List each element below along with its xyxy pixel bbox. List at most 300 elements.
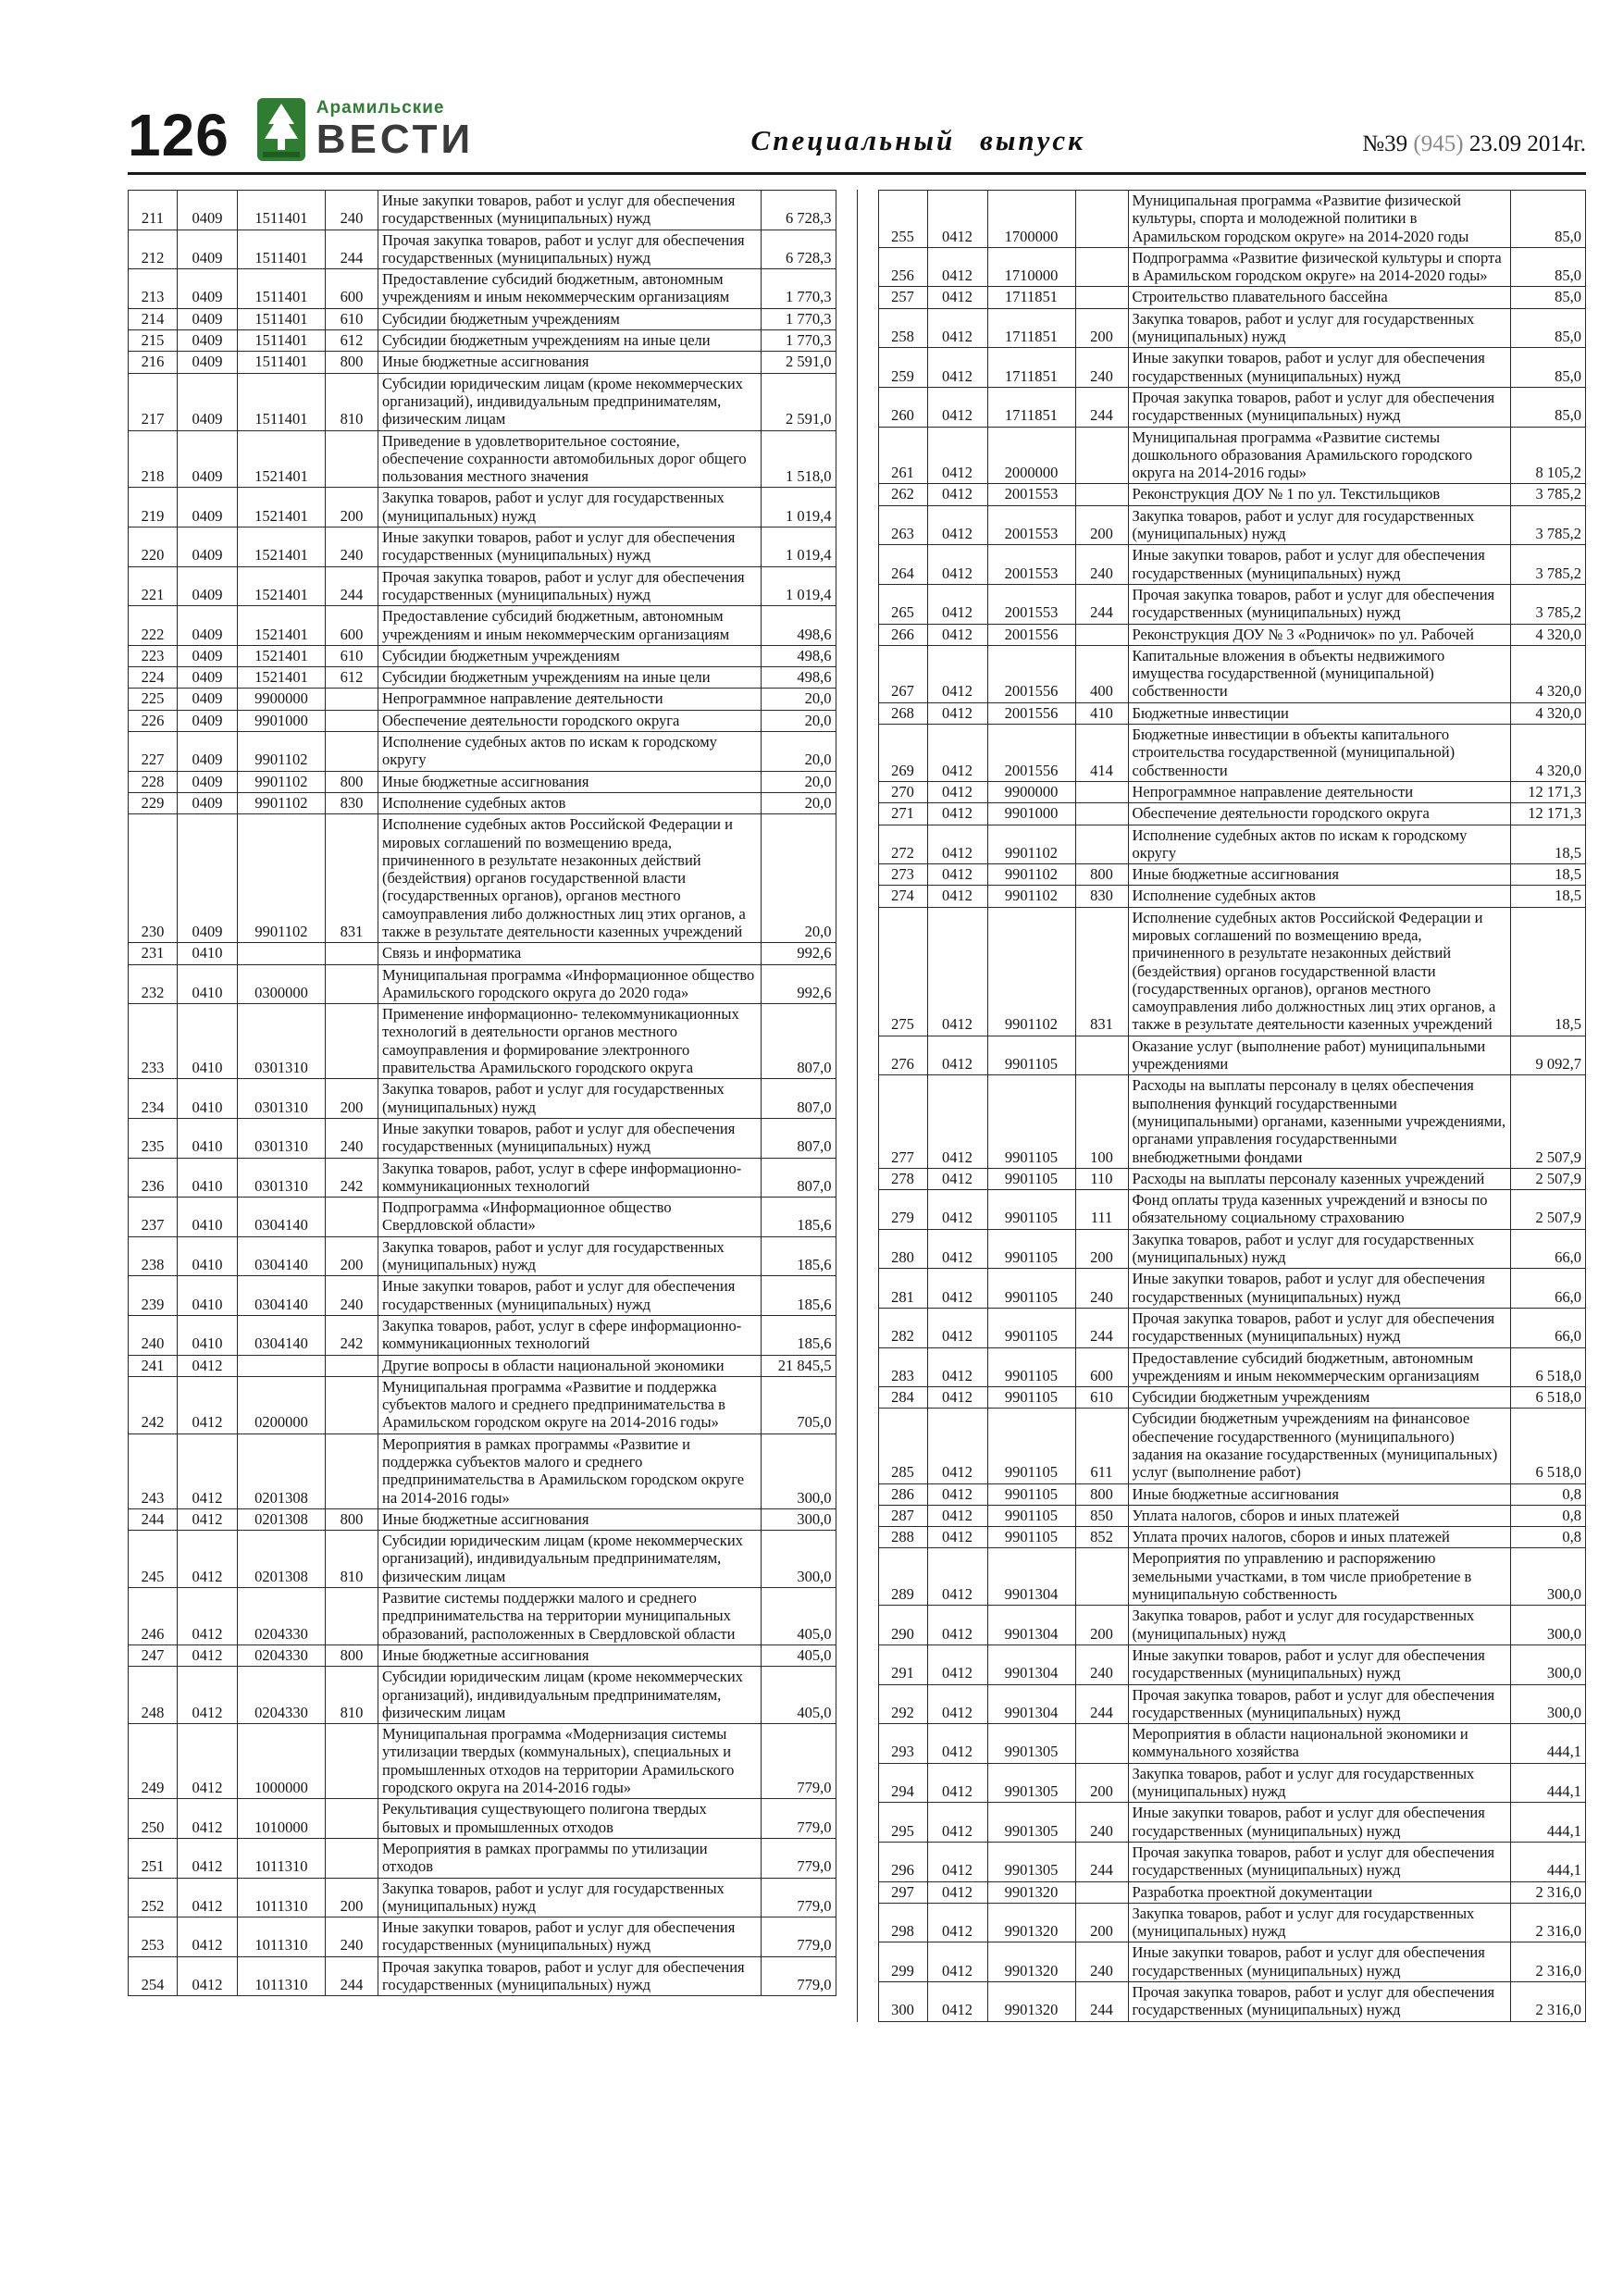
target-article-cell: 2001556 xyxy=(987,725,1075,782)
target-article-cell: 1711851 xyxy=(987,387,1075,427)
section-code-cell: 0412 xyxy=(927,1505,987,1526)
expense-type-cell xyxy=(326,689,378,710)
expense-type-cell xyxy=(326,1799,378,1839)
table-row xyxy=(878,1724,1586,1764)
expense-type-cell: 240 xyxy=(1075,1803,1128,1843)
expense-type-cell: 200 xyxy=(326,1079,378,1119)
section-code-cell: 0410 xyxy=(178,943,238,964)
expense-type-cell: 611 xyxy=(1075,1409,1128,1483)
target-article-cell: 9901102 xyxy=(987,864,1075,886)
section-code-cell: 0412 xyxy=(927,1903,987,1942)
target-article-cell: 0201308 xyxy=(238,1508,326,1530)
section-code-cell: 0410 xyxy=(178,1236,238,1276)
expense-type-cell: 244 xyxy=(1075,387,1128,427)
row-number-cell: 299 xyxy=(878,1942,927,1982)
row-number-cell: 241 xyxy=(129,1355,178,1376)
row-number-cell: 291 xyxy=(878,1644,927,1684)
target-article-cell: 0301310 xyxy=(238,1118,326,1158)
row-number-cell: 296 xyxy=(878,1842,927,1881)
table-row xyxy=(129,527,836,567)
description-cell: Непрограммное направление деятельности xyxy=(378,689,762,710)
expense-type-cell: 244 xyxy=(326,230,378,269)
table-row xyxy=(878,1483,1586,1505)
target-article-cell: 0201308 xyxy=(238,1433,326,1508)
target-article-cell: 9900000 xyxy=(238,689,326,710)
target-article-cell: 2001556 xyxy=(987,624,1075,645)
target-article-cell: 0304140 xyxy=(238,1315,326,1355)
table-row xyxy=(878,1505,1586,1526)
expense-type-cell xyxy=(1075,247,1128,287)
section-code-cell: 0409 xyxy=(178,771,238,792)
expense-type-cell: 830 xyxy=(1075,886,1128,907)
table-row xyxy=(878,545,1586,585)
description-cell: Бюджетные инвестиции xyxy=(1128,702,1511,724)
newspaper-logo xyxy=(255,96,474,163)
section-code-cell: 0412 xyxy=(927,1606,987,1645)
target-article-cell: 9901000 xyxy=(987,803,1075,825)
expense-type-cell: 240 xyxy=(1075,1644,1128,1684)
section-code-cell: 0412 xyxy=(927,1548,987,1606)
target-article-cell: 1521401 xyxy=(238,606,326,646)
target-article-cell: 0200000 xyxy=(238,1376,326,1433)
amount-cell: 1 019,4 xyxy=(761,488,836,527)
section-code-cell: 0412 xyxy=(927,1347,987,1387)
expense-type-cell xyxy=(326,1004,378,1079)
target-article-cell: 9901105 xyxy=(987,1387,1075,1409)
expense-type-cell: 852 xyxy=(1075,1527,1128,1548)
description-cell: Другие вопросы в области национальной экономики xyxy=(378,1355,762,1376)
masthead-subtitle: Арамильские xyxy=(316,98,445,118)
target-article-cell: 1511401 xyxy=(238,308,326,329)
row-number-cell: 219 xyxy=(129,488,178,527)
table-row xyxy=(129,792,836,813)
amount-cell: 4 320,0 xyxy=(1511,624,1586,645)
expense-type-cell: 610 xyxy=(1075,1387,1128,1409)
expense-type-cell xyxy=(326,430,378,488)
row-number-cell: 217 xyxy=(129,373,178,430)
target-article-cell: 9901320 xyxy=(987,1903,1075,1942)
amount-cell: 0,8 xyxy=(1511,1527,1586,1548)
amount-cell: 405,0 xyxy=(761,1667,836,1724)
row-number-cell: 284 xyxy=(878,1387,927,1409)
description-cell: Исполнение судебных актов Российской Федерации и мировых соглашений по возмещению вреда, причиненного в результате незаконных действий (бездействия) органов государственной власти (государственных органов), органов местного самоуправления либо должностных лиц этих органов, а также в результате деятельности казенных учреждений xyxy=(378,814,762,943)
section-code-cell: 0412 xyxy=(178,1878,238,1917)
table-row xyxy=(129,1236,836,1276)
section-code-cell: 0412 xyxy=(927,1982,987,2022)
section-code-cell: 0409 xyxy=(178,373,238,430)
expense-type-cell: 240 xyxy=(326,191,378,230)
section-code-cell: 0412 xyxy=(927,886,987,907)
table-row xyxy=(129,1355,836,1376)
description-cell: Иные закупки товаров, работ и услуг для обеспечения государственных (муниципальных) нужд xyxy=(378,1276,762,1316)
expense-type-cell: 244 xyxy=(1075,1308,1128,1347)
amount-cell: 498,6 xyxy=(761,667,836,689)
section-code-cell: 0409 xyxy=(178,732,238,772)
section-code-cell: 0412 xyxy=(927,1527,987,1548)
row-number-cell: 225 xyxy=(129,689,178,710)
amount-cell: 779,0 xyxy=(761,1799,836,1839)
description-cell: Предоставление субсидий бюджетным, автономным учреждениям и иным некоммерческим организациям xyxy=(378,606,762,646)
table-row xyxy=(878,348,1586,388)
section-code-cell: 0412 xyxy=(927,1168,987,1189)
expense-type-cell: 200 xyxy=(326,488,378,527)
table-row xyxy=(878,1803,1586,1843)
table-row xyxy=(129,1433,836,1508)
page-header xyxy=(128,74,1586,175)
row-number-cell: 218 xyxy=(129,430,178,488)
amount-cell: 705,0 xyxy=(761,1376,836,1433)
description-cell: Прочая закупка товаров, работ и услуг для обеспечения государственных (муниципальных) нужд xyxy=(1128,1684,1511,1724)
two-column-layout xyxy=(128,190,1586,2022)
description-cell: Муниципальная программа «Развитие физической культуры, спорта и молодежной политики в Арамильском городском округе» на 2014-2020 годы xyxy=(1128,191,1511,248)
section-code-cell: 0412 xyxy=(178,1724,238,1799)
section-code-cell: 0412 xyxy=(927,484,987,505)
description-cell: Уплата прочих налогов, сборов и иных платежей xyxy=(1128,1527,1511,1548)
section-code-cell: 0409 xyxy=(178,814,238,943)
description-cell: Иные закупки товаров, работ и услуг для обеспечения государственных (муниципальных) нужд xyxy=(1128,1269,1511,1309)
row-number-cell: 224 xyxy=(129,667,178,689)
expense-type-cell: 830 xyxy=(326,792,378,813)
section-code-cell: 0409 xyxy=(178,667,238,689)
section-code-cell: 0412 xyxy=(927,1684,987,1724)
budget-table-right xyxy=(878,190,1587,2022)
expense-type-cell: 200 xyxy=(326,1236,378,1276)
section-code-cell: 0410 xyxy=(178,1004,238,1079)
description-cell: Исполнение судебных актов по искам к городскому округу xyxy=(378,732,762,772)
amount-cell: 2 316,0 xyxy=(1511,1942,1586,1982)
row-number-cell: 243 xyxy=(129,1433,178,1508)
target-article-cell: 0301310 xyxy=(238,1079,326,1119)
row-number-cell: 233 xyxy=(129,1004,178,1079)
row-number-cell: 259 xyxy=(878,348,927,388)
amount-cell: 300,0 xyxy=(1511,1644,1586,1684)
description-cell: Мероприятия в области национальной экономики и коммунального хозяйства xyxy=(1128,1724,1511,1764)
expense-type-cell xyxy=(326,1724,378,1799)
amount-cell: 20,0 xyxy=(761,814,836,943)
description-cell: Применение информационно- телекоммуникационных технологий в деятельности органов местного самоуправления и формирование электронного правительства Арамильского городского округа xyxy=(378,1004,762,1079)
row-number-cell: 267 xyxy=(878,645,927,702)
description-cell: Исполнение судебных актов xyxy=(378,792,762,813)
description-cell: Иные закупки товаров, работ и услуг для обеспечения государственных (муниципальных) нужд xyxy=(1128,1942,1511,1982)
expense-type-cell: 240 xyxy=(1075,1269,1128,1309)
target-article-cell: 1511401 xyxy=(238,230,326,269)
table-row xyxy=(878,1347,1586,1387)
amount-cell: 0,8 xyxy=(1511,1505,1586,1526)
expense-type-cell: 800 xyxy=(326,1644,378,1666)
table-row xyxy=(878,505,1586,545)
target-article-cell: 0204330 xyxy=(238,1644,326,1666)
target-article-cell: 9901102 xyxy=(238,814,326,943)
section-code-cell: 0412 xyxy=(927,1763,987,1803)
row-number-cell: 237 xyxy=(129,1198,178,1237)
section-code-cell: 0412 xyxy=(927,1409,987,1483)
row-number-cell: 257 xyxy=(878,287,927,308)
table-row xyxy=(129,373,836,430)
amount-cell: 444,1 xyxy=(1511,1803,1586,1843)
row-number-cell: 273 xyxy=(878,864,927,886)
row-number-cell: 232 xyxy=(129,964,178,1004)
section-code-cell: 0412 xyxy=(927,1881,987,1903)
expense-type-cell: 610 xyxy=(326,308,378,329)
amount-cell: 6 728,3 xyxy=(761,191,836,230)
target-article-cell: 2000000 xyxy=(987,427,1075,484)
expense-type-cell: 200 xyxy=(1075,1763,1128,1803)
target-article-cell: 9901105 xyxy=(987,1168,1075,1189)
row-number-cell: 255 xyxy=(878,191,927,248)
amount-cell: 85,0 xyxy=(1511,191,1586,248)
amount-cell: 85,0 xyxy=(1511,287,1586,308)
table-row xyxy=(129,606,836,646)
section-code-cell: 0409 xyxy=(178,430,238,488)
expense-type-cell xyxy=(1075,624,1128,645)
amount-cell: 3 785,2 xyxy=(1511,545,1586,585)
section-code-cell: 0409 xyxy=(178,330,238,352)
amount-cell: 779,0 xyxy=(761,1956,836,1996)
target-article-cell: 9901105 xyxy=(987,1190,1075,1230)
section-code-cell: 0412 xyxy=(927,702,987,724)
amount-cell: 1 019,4 xyxy=(761,527,836,567)
table-row xyxy=(129,308,836,329)
description-cell: Закупка товаров, работ и услуг для государственных (муниципальных) нужд xyxy=(1128,1229,1511,1269)
table-row xyxy=(129,667,836,689)
description-cell: Иные бюджетные ассигнования xyxy=(378,352,762,373)
target-article-cell: 0304140 xyxy=(238,1236,326,1276)
table-row xyxy=(878,1942,1586,1982)
target-article-cell: 1011310 xyxy=(238,1878,326,1917)
table-row xyxy=(129,1508,836,1530)
section-code-cell: 0409 xyxy=(178,566,238,606)
target-article-cell: 0301310 xyxy=(238,1158,326,1198)
target-article-cell: 9901105 xyxy=(987,1409,1075,1483)
amount-cell: 66,0 xyxy=(1511,1229,1586,1269)
expense-type-cell: 100 xyxy=(1075,1075,1128,1168)
expense-type-cell: 414 xyxy=(1075,725,1128,782)
amount-cell: 20,0 xyxy=(761,732,836,772)
description-cell: Мероприятия по управлению и распоряжению земельными участками, в том числе приобретение в муниципальную собственность xyxy=(1128,1548,1511,1606)
table-row xyxy=(129,1376,836,1433)
target-article-cell: 9901105 xyxy=(987,1036,1075,1075)
table-row xyxy=(129,191,836,230)
row-number-cell: 269 xyxy=(878,725,927,782)
target-article-cell: 9901105 xyxy=(987,1308,1075,1347)
row-number-cell: 212 xyxy=(129,230,178,269)
expense-type-cell: 810 xyxy=(326,373,378,430)
expense-type-cell xyxy=(1075,1724,1128,1764)
description-cell: Закупка товаров, работ и услуг для государственных (муниципальных) нужд xyxy=(378,1236,762,1276)
table-row xyxy=(878,584,1586,624)
section-code-cell: 0412 xyxy=(927,1269,987,1309)
description-cell: Субсидии бюджетным учреждениям xyxy=(378,645,762,666)
section-code-cell: 0412 xyxy=(178,1667,238,1724)
target-article-cell: 9901304 xyxy=(987,1684,1075,1724)
description-cell: Иные закупки товаров, работ и услуг для обеспечения государственных (муниципальных) нужд xyxy=(378,1917,762,1957)
row-number-cell: 294 xyxy=(878,1763,927,1803)
section-code-cell: 0409 xyxy=(178,230,238,269)
row-number-cell: 223 xyxy=(129,645,178,666)
target-article-cell: 9901102 xyxy=(987,825,1075,864)
amount-cell: 2 316,0 xyxy=(1511,1903,1586,1942)
description-cell: Закупка товаров, работ и услуг для государственных (муниципальных) нужд xyxy=(378,488,762,527)
expense-type-cell xyxy=(1075,287,1128,308)
table-row xyxy=(129,1118,836,1158)
row-number-cell: 282 xyxy=(878,1308,927,1347)
section-code-cell: 0412 xyxy=(178,1508,238,1530)
table-row xyxy=(878,427,1586,484)
amount-cell: 0,8 xyxy=(1511,1483,1586,1505)
row-number-cell: 240 xyxy=(129,1315,178,1355)
section-code-cell: 0412 xyxy=(927,1803,987,1843)
expense-type-cell: 244 xyxy=(326,1956,378,1996)
section-code-cell: 0412 xyxy=(927,308,987,348)
row-number-cell: 258 xyxy=(878,308,927,348)
expense-type-cell: 600 xyxy=(326,269,378,309)
table-row xyxy=(129,1917,836,1957)
table-row xyxy=(878,1644,1586,1684)
amount-cell: 807,0 xyxy=(761,1004,836,1079)
table-row xyxy=(129,645,836,666)
description-cell: Оказание услуг (выполнение работ) муниципальными учреждениями xyxy=(1128,1036,1511,1075)
description-cell: Уплата налогов, сборов и иных платежей xyxy=(1128,1505,1511,1526)
section-code-cell: 0409 xyxy=(178,606,238,646)
amount-cell: 85,0 xyxy=(1511,247,1586,287)
row-number-cell: 230 xyxy=(129,814,178,943)
issue-date: 23.09 2014г. xyxy=(1468,131,1586,156)
table-row xyxy=(878,1527,1586,1548)
target-article-cell: 1511401 xyxy=(238,269,326,309)
description-cell: Иные закупки товаров, работ и услуг для обеспечения государственных (муниципальных) нужд xyxy=(1128,348,1511,388)
description-cell: Мероприятия в рамках программы по утилизации отходов xyxy=(378,1838,762,1878)
expense-type-cell: 244 xyxy=(1075,584,1128,624)
amount-cell: 2 507,9 xyxy=(1511,1075,1586,1168)
section-code-cell: 0412 xyxy=(178,1644,238,1666)
target-article-cell: 2001553 xyxy=(987,545,1075,585)
section-code-cell: 0409 xyxy=(178,689,238,710)
amount-cell: 3 785,2 xyxy=(1511,505,1586,545)
target-article-cell: 1700000 xyxy=(987,191,1075,248)
description-cell: Субсидии бюджетным учреждениям на финансовое обеспечение государственного (муниципального) задания на оказание государственных (муниципальных) услуг (выполнение работ) xyxy=(1128,1409,1511,1483)
target-article-cell: 9901305 xyxy=(987,1803,1075,1843)
amount-cell: 405,0 xyxy=(761,1588,836,1645)
amount-cell: 85,0 xyxy=(1511,308,1586,348)
row-number-cell: 300 xyxy=(878,1982,927,2022)
target-article-cell: 1011310 xyxy=(238,1917,326,1957)
table-row xyxy=(129,330,836,352)
row-number-cell: 254 xyxy=(129,1956,178,1996)
description-cell: Расходы на выплаты персоналу в целях обеспечения выполнения функций государственными (муниципальными) органами, казенными учреждениями, органами управления государственными внебюджетными фондами xyxy=(1128,1075,1511,1168)
description-cell: Иные закупки товаров, работ и услуг для обеспечения государственных (муниципальных) нужд xyxy=(1128,1803,1511,1843)
table-row xyxy=(129,269,836,309)
section-code-cell: 0412 xyxy=(927,1644,987,1684)
row-number-cell: 297 xyxy=(878,1881,927,1903)
table-row xyxy=(129,1799,836,1839)
amount-cell: 185,6 xyxy=(761,1236,836,1276)
section-code-cell: 0412 xyxy=(927,1387,987,1409)
description-cell: Разработка проектной документации xyxy=(1128,1881,1511,1903)
expense-type-cell: 244 xyxy=(1075,1684,1128,1724)
amount-cell: 8 105,2 xyxy=(1511,427,1586,484)
expense-type-cell: 612 xyxy=(326,330,378,352)
row-number-cell: 238 xyxy=(129,1236,178,1276)
target-article-cell: 9901304 xyxy=(987,1548,1075,1606)
amount-cell: 1 518,0 xyxy=(761,430,836,488)
target-article-cell: 2001553 xyxy=(987,505,1075,545)
description-cell: Иные закупки товаров, работ и услуг для обеспечения государственных (муниципальных) нужд xyxy=(1128,545,1511,585)
row-number-cell: 271 xyxy=(878,803,927,825)
section-code-cell: 0410 xyxy=(178,1158,238,1198)
description-cell: Расходы на выплаты персоналу казенных учреждений xyxy=(1128,1168,1511,1189)
description-cell: Реконструкция ДОУ № 3 «Родничок» по ул. Рабочей xyxy=(1128,624,1511,645)
expense-type-cell: 400 xyxy=(1075,645,1128,702)
target-article-cell: 9901105 xyxy=(987,1527,1075,1548)
target-article-cell: 1511401 xyxy=(238,352,326,373)
page-number: 126 xyxy=(128,102,229,169)
row-number-cell: 256 xyxy=(878,247,927,287)
amount-cell: 66,0 xyxy=(1511,1269,1586,1309)
expense-type-cell xyxy=(326,1355,378,1376)
masthead-title: ВЕСТИ xyxy=(316,117,475,162)
amount-cell: 185,6 xyxy=(761,1315,836,1355)
table-row xyxy=(129,488,836,527)
table-row xyxy=(878,1269,1586,1309)
expense-type-cell: 200 xyxy=(1075,1903,1128,1942)
description-cell: Иные бюджетные ассигнования xyxy=(378,771,762,792)
table-row xyxy=(878,725,1586,782)
amount-cell: 18,5 xyxy=(1511,864,1586,886)
table-row xyxy=(129,943,836,964)
target-article-cell: 9901102 xyxy=(238,771,326,792)
description-cell: Иные бюджетные ассигнования xyxy=(378,1644,762,1666)
section-code-cell: 0412 xyxy=(927,864,987,886)
budget-table-left-body xyxy=(129,191,836,1996)
description-cell: Реконструкция ДОУ № 1 по ул. Текстильщиков xyxy=(1128,484,1511,505)
row-number-cell: 245 xyxy=(129,1531,178,1588)
section-code-cell: 0412 xyxy=(178,1956,238,1996)
section-code-cell: 0412 xyxy=(178,1917,238,1957)
section-code-cell: 0412 xyxy=(927,1190,987,1230)
target-article-cell: 1511401 xyxy=(238,191,326,230)
row-number-cell: 222 xyxy=(129,606,178,646)
section-code-cell: 0412 xyxy=(178,1376,238,1433)
expense-type-cell: 240 xyxy=(326,1276,378,1316)
description-cell: Прочая закупка товаров, работ и услуг для обеспечения государственных (муниципальных) нужд xyxy=(378,1956,762,1996)
row-number-cell: 221 xyxy=(129,566,178,606)
table-row xyxy=(878,308,1586,348)
description-cell: Закупка товаров, работ и услуг для государственных (муниципальных) нужд xyxy=(378,1079,762,1119)
table-row xyxy=(878,1075,1586,1168)
description-cell: Прочая закупка товаров, работ и услуг для обеспечения государственных (муниципальных) нужд xyxy=(1128,387,1511,427)
table-row xyxy=(129,1531,836,1588)
description-cell: Муниципальная программа «Информационное общество Арамильского городского округа до 2020 года» xyxy=(378,964,762,1004)
amount-cell: 20,0 xyxy=(761,689,836,710)
table-row xyxy=(129,689,836,710)
amount-cell: 779,0 xyxy=(761,1878,836,1917)
amount-cell: 185,6 xyxy=(761,1198,836,1237)
target-article-cell: 1511401 xyxy=(238,373,326,430)
section-code-cell: 0410 xyxy=(178,1118,238,1158)
amount-cell: 779,0 xyxy=(761,1917,836,1957)
row-number-cell: 234 xyxy=(129,1079,178,1119)
amount-cell: 20,0 xyxy=(761,710,836,731)
section-code-cell: 0409 xyxy=(178,792,238,813)
description-cell: Закупка товаров, работ и услуг для государственных (муниципальных) нужд xyxy=(1128,505,1511,545)
description-cell: Капитальные вложения в объекты недвижимого имущества государственной (муниципальной) собственности xyxy=(1128,645,1511,702)
expense-type-cell: 240 xyxy=(326,527,378,567)
amount-cell: 2 316,0 xyxy=(1511,1881,1586,1903)
amount-cell: 2 507,9 xyxy=(1511,1190,1586,1230)
row-number-cell: 295 xyxy=(878,1803,927,1843)
description-cell: Прочая закупка товаров, работ и услуг для обеспечения государственных (муниципальных) нужд xyxy=(1128,1842,1511,1881)
section-code-cell: 0409 xyxy=(178,710,238,731)
